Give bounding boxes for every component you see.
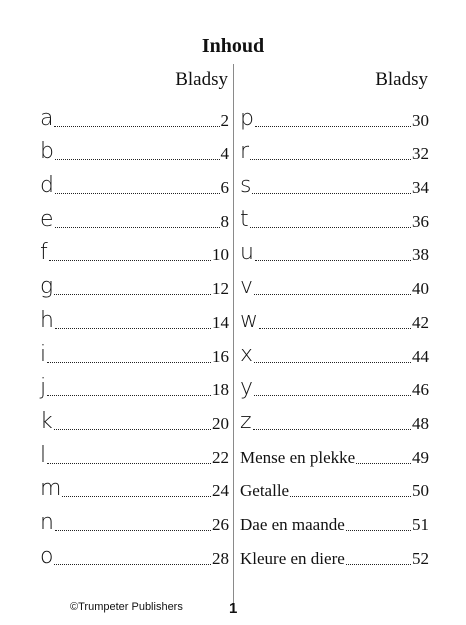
toc-entry[interactable] [40,469,229,503]
dot-leader [254,395,411,396]
dot-leader [254,362,411,363]
toc-entry[interactable] [240,334,429,368]
toc-entry[interactable] [240,401,429,435]
dot-leader [54,294,211,295]
toc-label: r [240,139,250,165]
toc-page-number: 49 [412,447,429,467]
dot-leader [54,429,211,430]
toc-entry[interactable] [240,132,429,166]
dot-leader [55,530,211,531]
toc-label: Kleure en diere [240,548,345,568]
toc-entry[interactable] [240,233,429,267]
toc-label: z [240,408,252,434]
toc-page-number: 6 [220,178,229,198]
toc-label: m [40,476,62,502]
toc-entry[interactable] [240,165,429,199]
toc-page-number: 48 [412,413,429,433]
toc-entry[interactable] [40,334,229,368]
toc-page-number: 42 [412,312,429,332]
toc-entry[interactable] [40,199,229,233]
toc-page-number: 10 [212,245,229,265]
toc-entry[interactable] [40,435,229,469]
toc-page-number: 34 [412,178,429,198]
toc-entry[interactable] [240,435,429,469]
toc-page-number: 38 [412,245,429,265]
toc-label: d [40,173,54,199]
toc-label: v [240,274,254,300]
toc-label: x [240,341,254,367]
toc-label: y [240,375,254,401]
dot-leader [55,159,220,160]
toc-page-number: 28 [212,548,229,568]
toc-label: f [40,240,48,266]
right-toc-column [240,98,429,570]
toc-label: k [40,408,53,434]
toc-entry[interactable] [40,233,229,267]
toc-label: h [40,307,54,333]
toc-page-number: 32 [412,144,429,164]
dot-leader [250,159,411,160]
dot-leader [250,227,411,228]
dot-leader [55,193,220,194]
dot-leader [255,126,411,127]
copyright-notice: ©Trumpeter Publishers [70,601,183,613]
toc-label: Dae en maande [240,514,345,534]
toc-entry[interactable] [40,132,229,166]
dot-leader [47,362,211,363]
toc-label: p [240,105,254,131]
toc-label: t [240,206,249,232]
toc-entry[interactable] [240,199,429,233]
toc-page-number: 46 [412,380,429,400]
toc-entry[interactable] [40,368,229,402]
dot-leader [55,328,211,329]
toc-entry[interactable] [240,502,429,536]
dot-leader [346,530,411,531]
toc-page-number: 12 [212,279,229,299]
dot-leader [259,328,411,329]
toc-label: i [40,341,47,367]
toc-entry[interactable] [240,300,429,334]
toc-page-number: 8 [220,211,229,231]
toc-page-number: 4 [220,144,229,164]
toc-label: u [240,240,254,266]
dot-leader [55,227,220,228]
toc-entry[interactable] [40,536,229,570]
toc-page-number: 40 [412,279,429,299]
toc-entry[interactable] [240,536,429,570]
toc-page-number: 50 [412,481,429,501]
toc-label: Getalle [240,481,290,501]
toc-entry[interactable] [40,165,229,199]
toc-label: b [40,139,54,165]
dot-leader [62,496,211,497]
toc-entry[interactable] [40,300,229,334]
toc-page-number: 14 [212,312,229,332]
toc-page-number: 44 [412,346,429,366]
dot-leader [356,463,411,464]
dot-leader [253,429,411,430]
dot-leader [47,463,211,464]
toc-page-number: 22 [212,447,229,467]
toc-label: j [40,375,47,401]
left-column-header: Bladsy [175,69,228,90]
toc-label: w [240,307,258,333]
toc-entry[interactable] [240,266,429,300]
dot-leader [49,260,211,261]
toc-page-number: 52 [412,548,429,568]
toc-label: g [40,274,54,300]
toc-label: o [40,543,54,569]
dot-leader [346,564,411,565]
page-title: Inhoud [201,35,265,57]
dot-leader [47,395,211,396]
dot-leader [255,260,411,261]
dot-leader [290,496,411,497]
toc-label: e [40,206,54,232]
toc-entry[interactable] [40,266,229,300]
toc-entry[interactable] [240,98,429,132]
dot-leader [254,294,411,295]
right-column-header: Bladsy [375,69,428,90]
toc-page-number: 30 [412,110,429,130]
toc-page-number: 16 [212,346,229,366]
toc-label: s [240,173,252,199]
toc-entry[interactable] [40,98,229,132]
toc-page-number: 24 [212,481,229,501]
left-toc-column [40,98,229,570]
toc-label: Mense en plekke [240,447,356,467]
toc-entry[interactable] [240,368,429,402]
column-divider [233,64,234,612]
dot-leader [54,564,211,565]
toc-page-number: 18 [212,380,229,400]
toc-page-number: 20 [212,413,229,433]
dot-leader [252,193,411,194]
toc-page-number: 51 [412,514,429,534]
toc-label: n [40,509,54,535]
toc-entry[interactable] [240,469,429,503]
toc-page-number: 36 [412,211,429,231]
dot-leader [54,126,219,127]
toc-page-number: 26 [212,514,229,534]
toc-label: l [40,442,47,468]
toc-page-number: 2 [220,110,229,130]
footer-page-number: 1 [229,600,238,617]
toc-label: a [40,105,54,131]
toc-entry[interactable] [40,502,229,536]
toc-entry[interactable] [40,401,229,435]
